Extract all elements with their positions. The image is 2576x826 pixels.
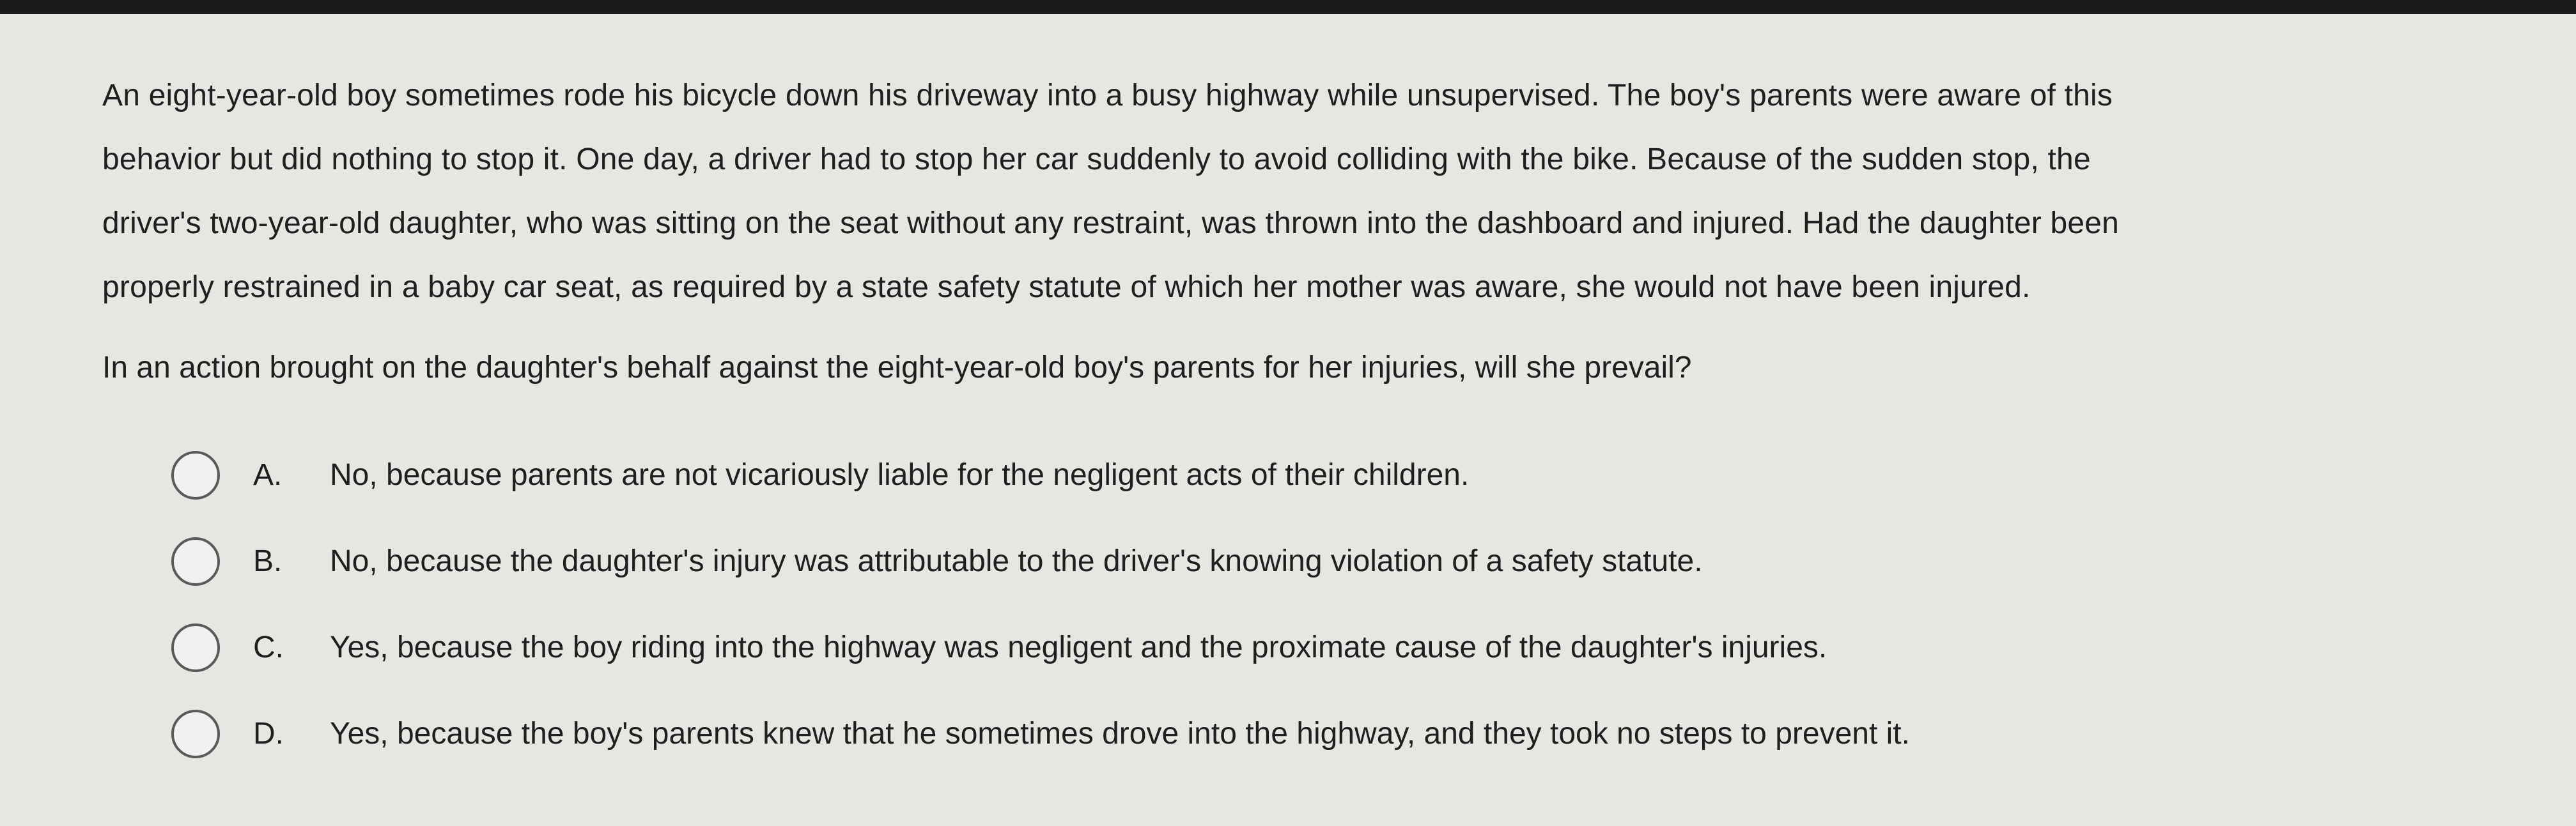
option-letter-a: A. xyxy=(253,458,283,492)
passage-line-3: driver's two-year-old daughter, who was sitting on the seat without any restraint, was thrown into the dashboard and injured. Had the daughter been xyxy=(102,206,2120,240)
option-text-d: Yes, because the boy's parents knew that he sometimes drove into the highway, and they took no steps to prevent it. xyxy=(330,717,1910,751)
option-a[interactable] xyxy=(171,432,2531,518)
screen-top-edge xyxy=(0,0,2576,14)
radio-button-a[interactable] xyxy=(171,451,220,500)
option-text-a: No, because parents are not vicariously liable for the negligent acts of their children. xyxy=(330,458,1470,492)
question-prompt: In an action brought on the daughter's behalf against the eight-year-old boy's parents for her injuries, will she prevail? xyxy=(102,351,1692,385)
answer-options xyxy=(171,432,2531,777)
question-passage xyxy=(102,64,2531,319)
option-letter-c: C. xyxy=(253,631,284,664)
passage-line-2: behavior but did nothing to stop it. One day, a driver had to stop her car suddenly to avoid colliding with the bike. Because of the sudden stop, the xyxy=(102,142,2091,176)
option-letter-b: B. xyxy=(253,544,283,578)
option-text-c: Yes, because the boy riding into the highway was negligent and the proximate cause of the daughter's injuries. xyxy=(330,631,1827,664)
radio-button-b[interactable] xyxy=(171,537,220,586)
option-b[interactable] xyxy=(171,518,2531,604)
option-text-b: No, because the daughter's injury was attributable to the driver's knowing violation of a safety statute. xyxy=(330,544,1703,578)
radio-button-c[interactable] xyxy=(171,623,220,672)
passage-line-1: An eight-year-old boy sometimes rode his bicycle down his driveway into a busy highway while unsupervised. The boy's parents were aware of this xyxy=(102,79,2113,112)
radio-button-d[interactable] xyxy=(171,710,220,758)
passage-line-4: properly restrained in a baby car seat, as required by a state safety statute of which her mother was aware, she would not have been injured. xyxy=(102,270,2031,304)
question-container xyxy=(102,64,2531,777)
option-letter-d: D. xyxy=(253,717,284,751)
option-d[interactable] xyxy=(171,691,2531,777)
option-c[interactable] xyxy=(171,604,2531,691)
